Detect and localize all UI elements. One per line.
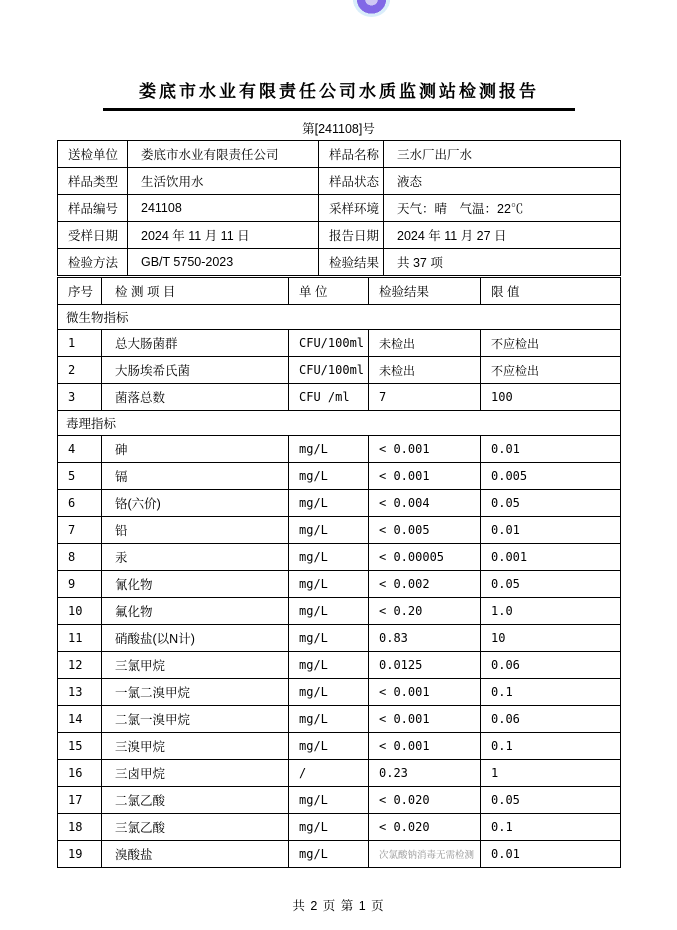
limit-cell: 0.06 [481, 706, 621, 733]
item-cell: 大肠埃希氏菌 [102, 357, 289, 384]
result-row [58, 760, 621, 787]
result-row [58, 490, 621, 517]
unit-cell: / [289, 760, 369, 787]
serial-cell: 15 [58, 733, 102, 760]
unit-cell: mg/L [289, 625, 369, 652]
serial-cell: 18 [58, 814, 102, 841]
item-cell: 溴酸盐 [102, 841, 289, 868]
limit-cell: 100 [481, 384, 621, 411]
result-row [58, 814, 621, 841]
serial-cell: 11 [58, 625, 102, 652]
result-row [58, 436, 621, 463]
info-label: 受样日期 [58, 222, 128, 249]
result-row [58, 733, 621, 760]
unit-cell: mg/L [289, 544, 369, 571]
unit-cell: mg/L [289, 598, 369, 625]
limit-cell: 0.01 [481, 517, 621, 544]
result-cell: < 0.005 [369, 517, 481, 544]
serial-cell: 19 [58, 841, 102, 868]
result-cell: 0.0125 [369, 652, 481, 679]
info-label: 采样环境 [319, 195, 384, 222]
serial-cell: 6 [58, 490, 102, 517]
title-block [103, 82, 575, 111]
report-title: 娄底市水业有限责任公司水质监测站检测报告 [139, 82, 539, 101]
item-cell: 镉 [102, 463, 289, 490]
info-value: 共 37 项 [384, 249, 621, 276]
limit-cell: 不应检出 [481, 330, 621, 357]
unit-cell: mg/L [289, 733, 369, 760]
item-cell: 二氯一溴甲烷 [102, 706, 289, 733]
serial-cell: 17 [58, 787, 102, 814]
info-label: 送检单位 [58, 141, 128, 168]
serial-cell: 14 [58, 706, 102, 733]
info-value: 液态 [384, 168, 621, 195]
unit-cell: mg/L [289, 571, 369, 598]
item-cell: 总大肠菌群 [102, 330, 289, 357]
limit-cell: 0.001 [481, 544, 621, 571]
unit-cell: mg/L [289, 814, 369, 841]
result-cell: 0.83 [369, 625, 481, 652]
limit-cell: 0.05 [481, 490, 621, 517]
unit-cell: mg/L [289, 652, 369, 679]
result-cell: < 0.020 [369, 787, 481, 814]
serial-cell: 8 [58, 544, 102, 571]
info-label: 报告日期 [319, 222, 384, 249]
unit-cell: CFU /ml [289, 384, 369, 411]
info-value: 天气：晴 气温：22℃ [384, 195, 621, 222]
unit-cell: CFU/100ml [289, 357, 369, 384]
limit-cell: 1 [481, 760, 621, 787]
item-cell: 硝酸盐(以N计) [102, 625, 289, 652]
limit-cell: 0.005 [481, 463, 621, 490]
limit-cell: 不应检出 [481, 357, 621, 384]
result-row [58, 571, 621, 598]
info-value: 2024 年 11 月 11 日 [128, 222, 319, 249]
result-cell: < 0.001 [369, 679, 481, 706]
column-header-serial: 序号 [58, 278, 102, 305]
limit-cell: 0.06 [481, 652, 621, 679]
unit-cell: mg/L [289, 436, 369, 463]
result-row [58, 544, 621, 571]
result-row [58, 841, 621, 868]
item-cell: 铅 [102, 517, 289, 544]
info-value: GB/T 5750-2023 [128, 249, 319, 276]
limit-cell: 0.05 [481, 571, 621, 598]
item-cell: 一氯二溴甲烷 [102, 679, 289, 706]
result-cell: < 0.20 [369, 598, 481, 625]
result-cell: < 0.00005 [369, 544, 481, 571]
result-row [58, 330, 621, 357]
info-row [58, 222, 621, 249]
item-cell: 三氯乙酸 [102, 814, 289, 841]
serial-cell: 5 [58, 463, 102, 490]
column-header-limit: 限 值 [481, 278, 621, 305]
result-cell: 未检出 [369, 357, 481, 384]
serial-cell: 13 [58, 679, 102, 706]
result-row [58, 357, 621, 384]
column-header-item: 检 测 项 目 [102, 278, 289, 305]
result-cell: < 0.002 [369, 571, 481, 598]
info-row [58, 168, 621, 195]
unit-cell: mg/L [289, 679, 369, 706]
serial-cell: 2 [58, 357, 102, 384]
result-cell: 0.23 [369, 760, 481, 787]
info-label: 样品状态 [319, 168, 384, 195]
limit-cell: 0.01 [481, 841, 621, 868]
result-row [58, 787, 621, 814]
result-row [58, 384, 621, 411]
unit-cell: mg/L [289, 706, 369, 733]
column-header-unit: 单 位 [289, 278, 369, 305]
unit-cell: CFU/100ml [289, 330, 369, 357]
result-cell: < 0.020 [369, 814, 481, 841]
result-row [58, 706, 621, 733]
info-value: 241108 [128, 195, 319, 222]
limit-cell: 0.1 [481, 679, 621, 706]
info-row [58, 249, 621, 276]
serial-cell: 10 [58, 598, 102, 625]
unit-cell: mg/L [289, 841, 369, 868]
item-cell: 氰化物 [102, 571, 289, 598]
result-cell: < 0.001 [369, 706, 481, 733]
info-value: 三水厂出厂水 [384, 141, 621, 168]
section-header-row [58, 411, 621, 436]
info-label: 样品编号 [58, 195, 128, 222]
info-row [58, 141, 621, 168]
serial-cell: 1 [58, 330, 102, 357]
unit-cell: mg/L [289, 787, 369, 814]
info-value: 生活饮用水 [128, 168, 319, 195]
result-cell: 7 [369, 384, 481, 411]
unit-cell: mg/L [289, 463, 369, 490]
item-cell: 氟化物 [102, 598, 289, 625]
result-cell: < 0.001 [369, 463, 481, 490]
result-row [58, 679, 621, 706]
item-cell: 铬(六价) [102, 490, 289, 517]
info-value: 2024 年 11 月 27 日 [384, 222, 621, 249]
result-row [58, 598, 621, 625]
result-row [58, 625, 621, 652]
limit-cell: 0.1 [481, 733, 621, 760]
result-row [58, 517, 621, 544]
serial-cell: 16 [58, 760, 102, 787]
report-number: 第[241108]号 [302, 122, 375, 136]
circular-badge-icon [353, 0, 390, 17]
unit-cell: mg/L [289, 490, 369, 517]
info-row [58, 195, 621, 222]
item-cell: 二氯乙酸 [102, 787, 289, 814]
serial-cell: 3 [58, 384, 102, 411]
section-header-row [58, 305, 621, 330]
section-title: 毒理指标 [58, 411, 621, 436]
info-label: 检验结果 [319, 249, 384, 276]
info-label: 检验方法 [58, 249, 128, 276]
result-cell: 次氯酸钠消毒无需检测 [369, 841, 481, 868]
limit-cell: 10 [481, 625, 621, 652]
serial-cell: 4 [58, 436, 102, 463]
serial-cell: 7 [58, 517, 102, 544]
serial-cell: 12 [58, 652, 102, 679]
limit-cell: 0.1 [481, 814, 621, 841]
info-value: 娄底市水业有限责任公司 [128, 141, 319, 168]
result-cell: < 0.004 [369, 490, 481, 517]
item-cell: 三卤甲烷 [102, 760, 289, 787]
item-cell: 菌落总数 [102, 384, 289, 411]
limit-cell: 0.01 [481, 436, 621, 463]
unit-cell: mg/L [289, 517, 369, 544]
section-title: 微生物指标 [58, 305, 621, 330]
serial-cell: 9 [58, 571, 102, 598]
info-label: 样品类型 [58, 168, 128, 195]
limit-cell: 1.0 [481, 598, 621, 625]
results-table [57, 277, 621, 868]
item-cell: 汞 [102, 544, 289, 571]
item-cell: 三溴甲烷 [102, 733, 289, 760]
item-cell: 砷 [102, 436, 289, 463]
result-cell: 未检出 [369, 330, 481, 357]
item-cell: 三氯甲烷 [102, 652, 289, 679]
limit-cell: 0.05 [481, 787, 621, 814]
result-cell: < 0.001 [369, 733, 481, 760]
sample-info-table [57, 140, 621, 276]
result-row [58, 463, 621, 490]
results-header-row [58, 278, 621, 305]
info-label: 样品名称 [319, 141, 384, 168]
result-cell: < 0.001 [369, 436, 481, 463]
result-row [58, 652, 621, 679]
page-footer: 共 2 页 第 1 页 [292, 899, 385, 913]
column-header-result: 检验结果 [369, 278, 481, 305]
